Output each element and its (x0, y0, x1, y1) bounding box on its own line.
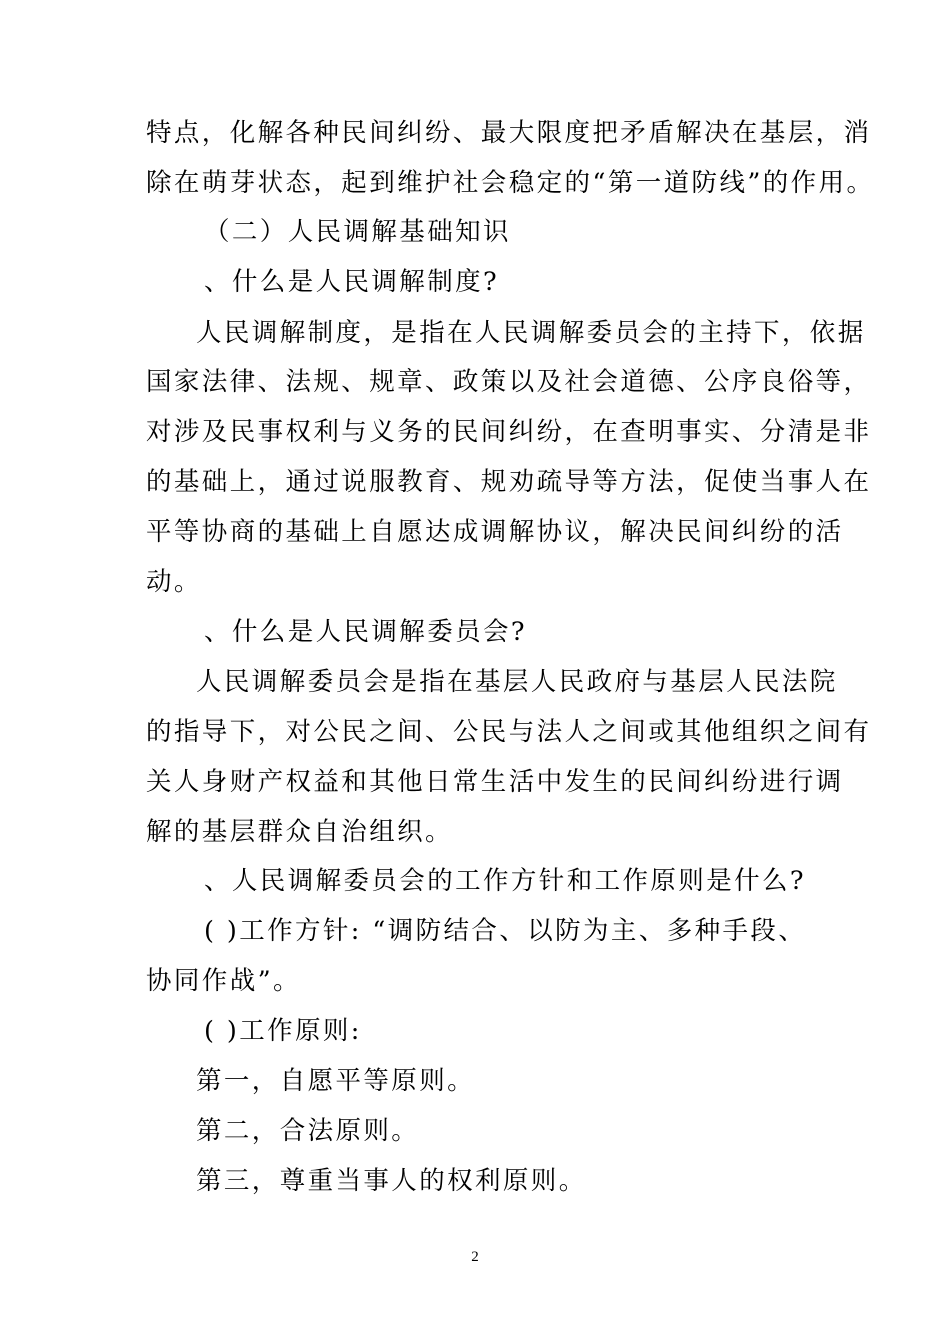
paragraph-line-10: 的指导下，对公民之间、公民与法人之间或其他组织之间有 (146, 717, 872, 747)
question-heading-2: 、什么是人民调解委员会? (204, 617, 527, 647)
paragraph-line-3: 人民调解制度，是指在人民调解委员会的主持下，依据 (196, 318, 866, 348)
work-policy-line-2: 协同作战”。 (146, 966, 301, 996)
paragraph-line-11: 关人身财产权益和其他日常生活中发生的民间纠纷进行调 (146, 767, 844, 797)
paragraph-line-8: 动。 (146, 567, 202, 597)
paragraph-line-12: 解的基层群众自治组织。 (146, 817, 453, 847)
paragraph-line-7: 平等协商的基础上自愿达成调解协议，解决民间纠纷的活 (146, 517, 844, 547)
section-heading-basics: （二）人民调解基础知识 (204, 217, 511, 247)
work-principles-heading: ( )工作原则: (204, 1016, 362, 1046)
principle-item-3: 第三，尊重当事人的权利原则。 (196, 1166, 587, 1196)
page-number: 2 (471, 1249, 479, 1265)
question-heading-3: 、人民调解委员会的工作方针和工作原则是什么? (204, 866, 806, 896)
question-heading-1: 、什么是人民调解制度? (204, 267, 500, 297)
principle-item-1: 第一，自愿平等原则。 (196, 1066, 476, 1096)
paragraph-line-4: 国家法律、法规、规章、政策以及社会道德、公序良俗等， (146, 367, 872, 397)
paragraph-line-1: 特点，化解各种民间纠纷、最大限度把矛盾解决在基层，消 (146, 118, 872, 148)
work-policy-line-1: ( )工作方针: “调防结合、以防为主、多种手段、 (204, 916, 807, 946)
paragraph-line-5: 对涉及民事权利与义务的民间纠纷，在查明事实、分清是非 (146, 417, 872, 447)
paragraph-line-9: 人民调解委员会是指在基层人民政府与基层人民法院 (196, 667, 838, 697)
paragraph-line-6: 的基础上，通过说服教育、规劝疏导等方法，促使当事人在 (146, 467, 872, 497)
principle-item-2: 第二，合法原则。 (196, 1116, 420, 1146)
paragraph-line-2: 除在萌芽状态，起到维护社会稳定的“第一道防线”的作用。 (146, 168, 875, 198)
